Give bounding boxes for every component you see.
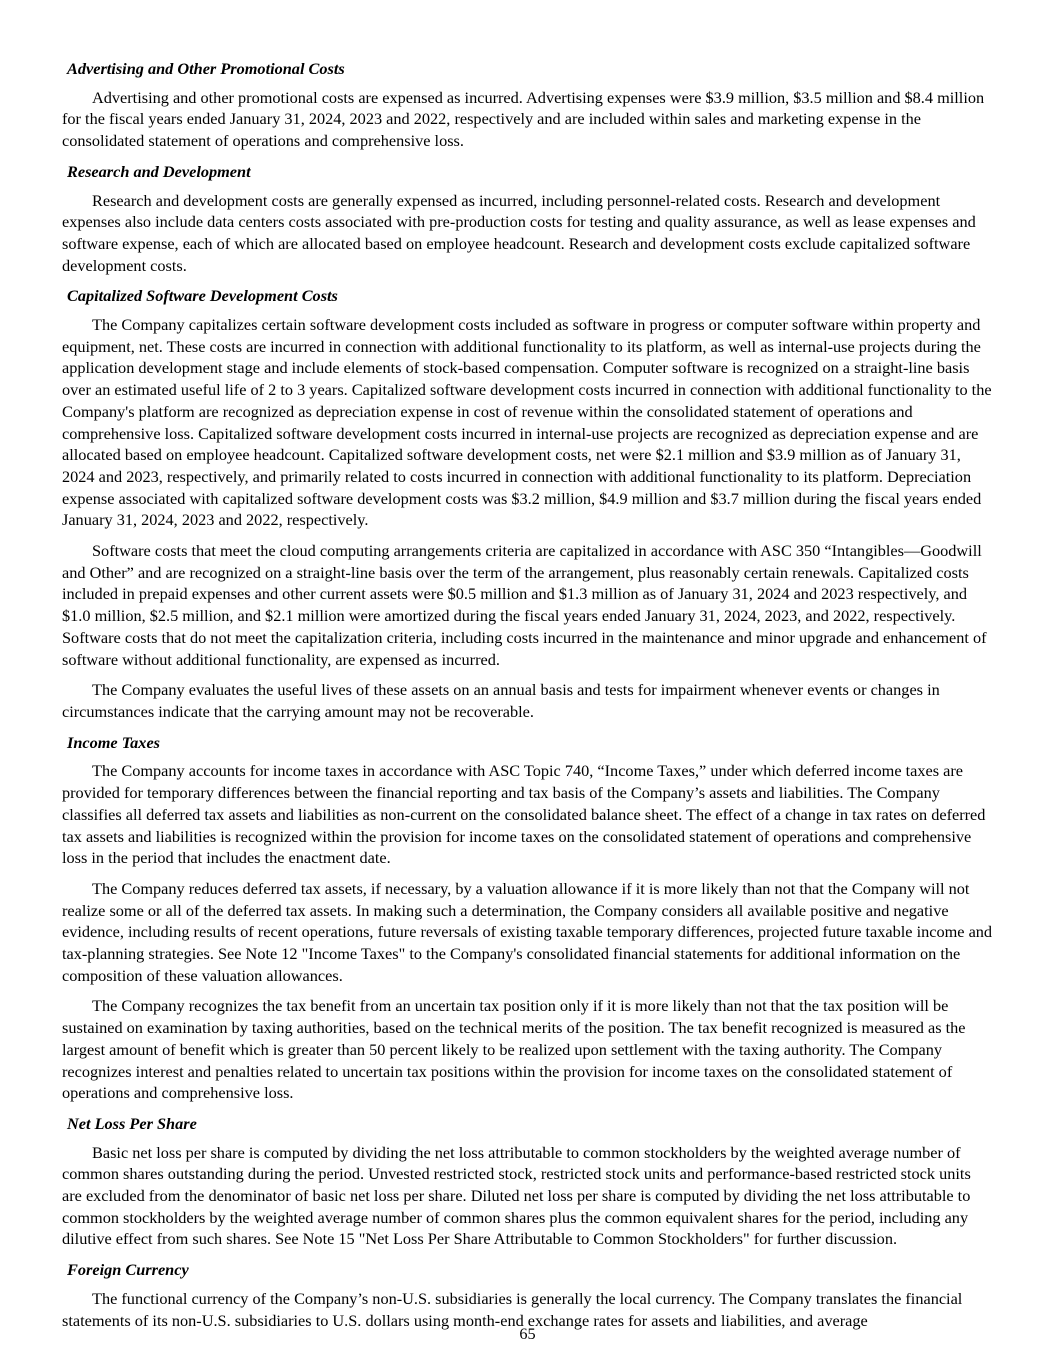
paragraph: The functional currency of the Company’s non-U.S. subsidiaries is generally the local currency. The Company translates the financial statements of its non-U.S. subsidiaries to U.S. dollars using month-end exchange rates for assets and liabilities, and average: [62, 1288, 963, 1330]
paragraph: The Company accounts for income taxes in accordance with ASC Topic 740, “Income Taxes,” under which deferred income taxes are provided for temporary differences between the financial reporting and tax basis of the Company’s assets and liabilities. The Company classifies all deferred tax assets and liabilities as non-current on the consolidated balance sheet. The effect of a change in tax rates on deferred tax assets and liabilities is recognized within the provision for income taxes on the consolidated statement of operations and comprehensive loss in the period that includes the enactment date.: [62, 761, 986, 868]
section-research-and-development: [62, 161, 993, 277]
section-heading: Research and Development: [67, 161, 251, 181]
section-heading: Net Loss Per Share: [67, 1113, 197, 1133]
section-heading: Advertising and Other Promotional Costs: [67, 59, 345, 78]
paragraph: The Company capitalizes certain software development costs included as software in progress or computer software within property and equipment, net. These costs are incurred in connection with additional functionality to its platform, as well as internal-use projects during the application development stage and include elements of stock-based compensation. Computer software is recognized on a straight-line basis over an estimated useful life of 2 to 3 years. Capitalized software development costs incurred in connection with additional functionality to the Company's platform are recognized as depreciation expense in cost of revenue within the consolidated statement of operations and comprehensive loss. Capitalized software development costs incurred in internal-use projects are recognized as depreciation expense and are allocated based on employee headcount. Capitalized software development costs, net were $2.1 million and $3.9 million as of January 31, 2024 and 2023, respectively, and primarily related to costs incurred in connection with additional functionality to its platform. Depreciation expense associated with capitalized software development costs was $3.2 million, $4.9 million and $3.7 million during the fiscal years ended January 31, 2024, 2023 and 2022, respectively.: [62, 315, 992, 530]
section-net-loss-per-share: [62, 1113, 993, 1250]
paragraph: The Company evaluates the useful lives of these assets on an annual basis and tests for impairment whenever events or changes in circumstances indicate that the carrying amount may not be recoverable.: [62, 680, 940, 721]
page-number: 65: [519, 1324, 536, 1344]
paragraph: The Company reduces deferred tax assets, if necessary, by a valuation allowance if it is more likely than not that the Company will not realize some or all of the deferred tax assets. In making such a determination, the Company considers all available positive and negative evidence, including results of recent operations, future reversals of existing taxable temporary differences, projected future taxable income and tax-planning strategies. See Note 12 "Income Taxes" to the Company's consolidated financial statements for additional information on the composition of these valuation allowances.: [62, 878, 993, 985]
paragraph: The Company recognizes the tax benefit from an uncertain tax position only if it is more likely than not that the tax position will be sustained on examination by taxing authorities, based on the technical merits of the position. The tax benefit recognized is measured as the largest amount of benefit which is greater than 50 percent likely to be realized upon settlement with the taxing authority. The Company recognizes interest and penalties related to uncertain tax positions within the provision for income taxes on the consolidated statement of operations and comprehensive loss.: [62, 996, 966, 1103]
paragraph: Software costs that meet the cloud computing arrangements criteria are capitalized in accordance with ASC 350 “Intangibles—Goodwill and Other” and are recognized on a straight-line basis over the term of the arrangement, plus reasonably certain renewals. Capitalized costs included in prepaid expenses and other current assets were $0.5 million and $1.3 million as of January 31, 2024 and 2023 respectively, and $1.0 million, $2.5 million, and $2.1 million were amortized during the fiscal years ended January 31, 2024, 2023, and 2022, respectively. Software costs that do not meet the capitalization criteria, including costs incurred in the maintenance and minor upgrade and enhancement of software without additional functionality, are expensed as incurred.: [62, 541, 987, 669]
paragraph: Basic net loss per share is computed by dividing the net loss attributable to common stockholders by the weighted average number of common shares outstanding during the period. Unvested restricted stock, restricted stock units and performance-based restricted stock units are excluded from the denominator of basic net loss per share. Diluted net loss per share is computed by dividing the net loss attributable to common stockholders by the weighted average number of common shares plus the common equivalent shares for the period, including any dilutive effect from such shares. See Note 15 "Net Loss Per Share Attributable to Common Stockholders" for further discussion.: [62, 1142, 971, 1249]
section-foreign-currency: [62, 1259, 993, 1331]
page-footer: [0, 1323, 1055, 1345]
section-income-taxes: [62, 732, 993, 1104]
paragraph: Research and development costs are generally expensed as incurred, including personnel-related costs. Research and development expenses also include data centers costs associated with pre-production costs for testing and quality assurance, as well as lease expenses and software expense, each of which are allocated based on employee headcount. Research and development costs exclude capitalized software development costs.: [62, 190, 976, 275]
section-capitalized-software-development-costs: [62, 285, 993, 722]
paragraph: Advertising and other promotional costs are expensed as incurred. Advertising expenses were $3.9 million, $3.5 million and $8.4 million for the fiscal years ended January 31, 2024, 2023 and 2022, respectively and are included within sales and marketing expense in the consolidated statement of operations and comprehensive loss.: [62, 87, 985, 151]
section-advertising-and-other-promotional-costs: [62, 58, 993, 152]
section-heading: Capitalized Software Development Costs: [67, 286, 338, 306]
section-heading: Income Taxes: [67, 732, 161, 752]
section-heading: Foreign Currency: [67, 1260, 189, 1280]
